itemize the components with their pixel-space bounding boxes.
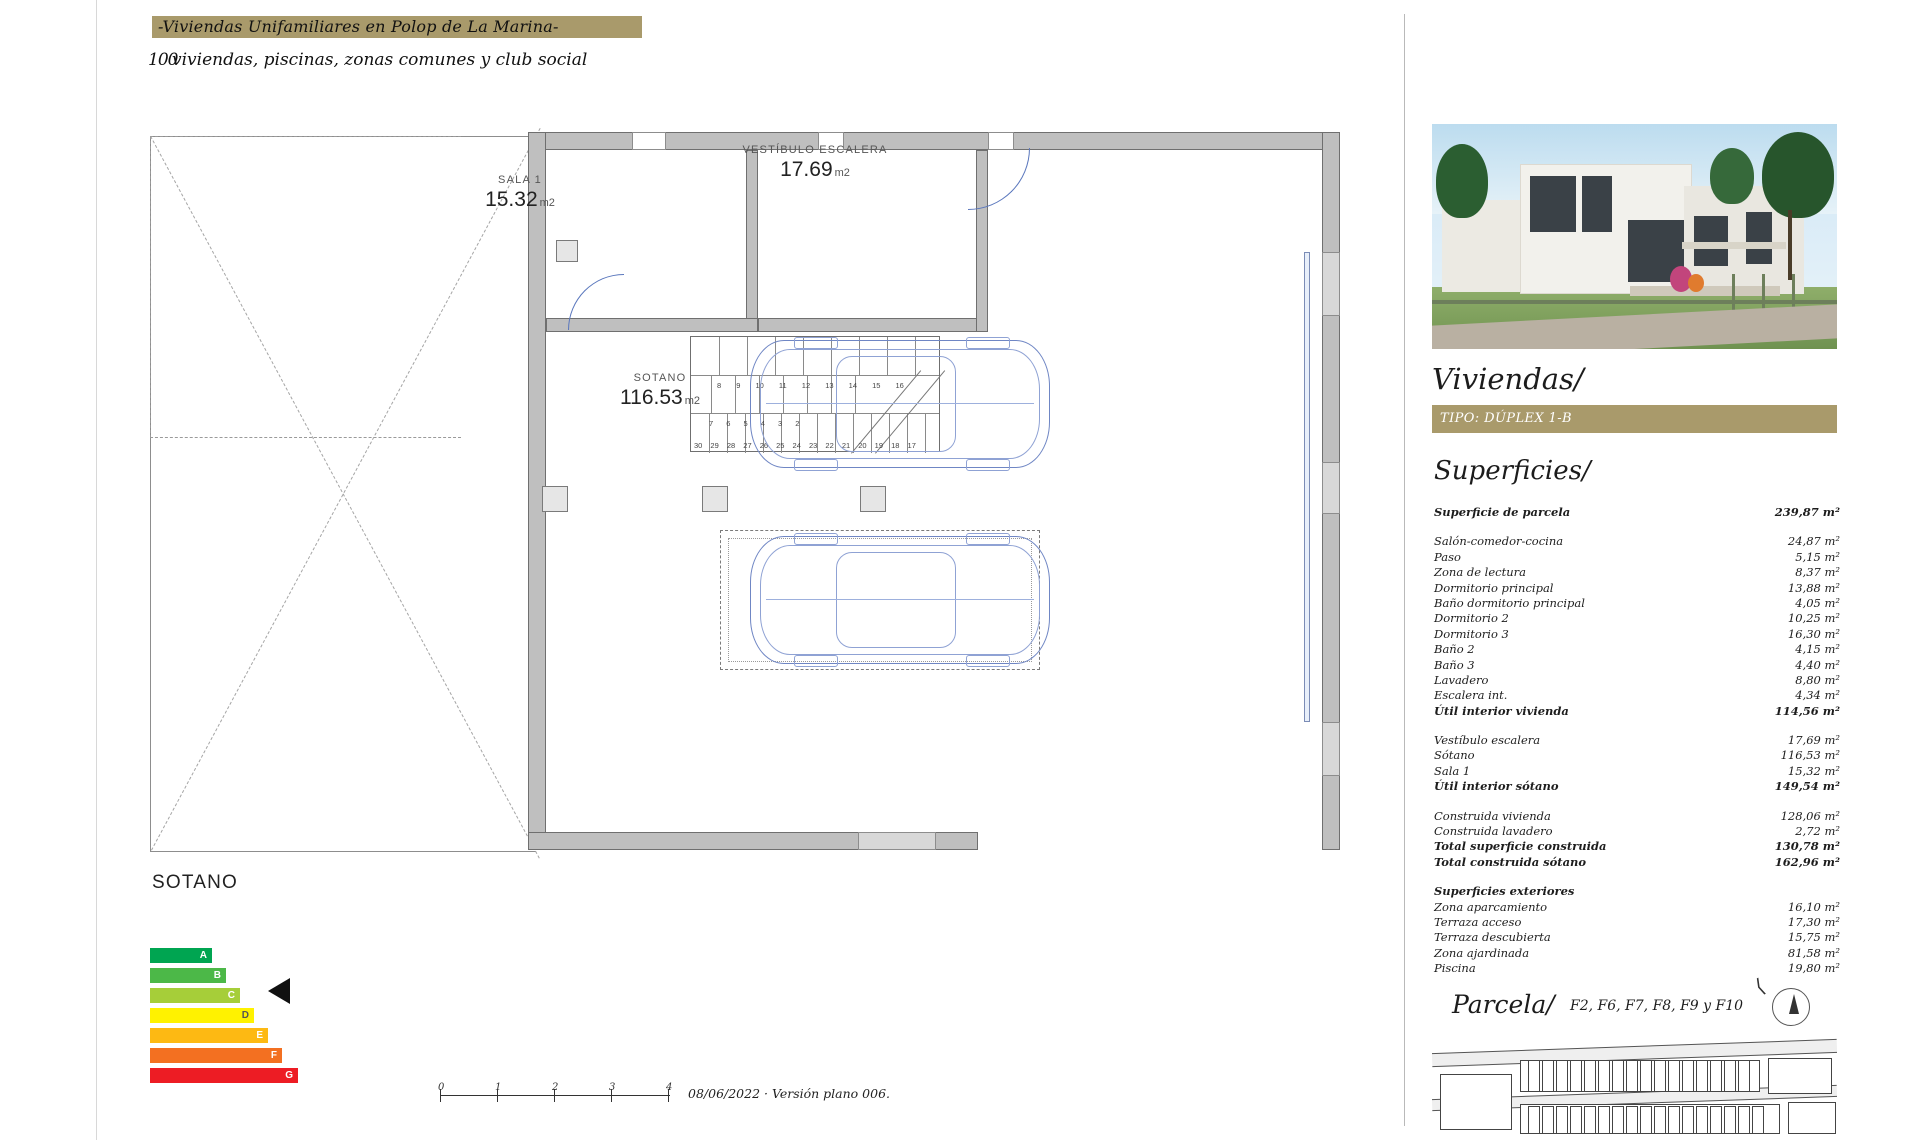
- surface-label: Sala 1: [1434, 763, 1471, 778]
- surface-label: Sótano: [1434, 748, 1475, 763]
- column-1: [556, 240, 578, 262]
- surface-label: Zona ajardinada: [1434, 945, 1530, 960]
- surface-label: Superficie de parcela: [1434, 505, 1571, 519]
- surface-row: [1434, 534, 1840, 549]
- surface-row: [1434, 809, 1840, 824]
- left-margin-rule: [96, 0, 97, 1140]
- project-subtitle-count: 100: [148, 50, 178, 70]
- surface-label: Baño 3: [1434, 657, 1475, 672]
- surface-value: 4,40 m²: [1795, 657, 1840, 672]
- surface-label: Útil interior vivienda: [1434, 703, 1569, 718]
- surface-label: Baño 2: [1434, 642, 1475, 657]
- section-heading-superficies: Superficies/: [1434, 456, 1591, 486]
- surface-row: [1434, 673, 1840, 688]
- surface-label: Escalera int.: [1434, 688, 1508, 703]
- surface-row: [1434, 658, 1840, 673]
- surface-label: Zona de lectura: [1434, 565, 1526, 580]
- surface-value: 4,05 m²: [1795, 595, 1840, 610]
- scale-label-1: 1: [495, 1082, 502, 1093]
- surface-group-gap: [1434, 870, 1840, 884]
- surface-value: 15,75 m²: [1787, 930, 1840, 945]
- car-bottom: [750, 536, 1050, 664]
- energy-bar-g: G: [150, 1068, 298, 1083]
- door-arc-sala1: [568, 274, 624, 330]
- section-heading-viviendas: Viviendas/: [1432, 362, 1584, 396]
- surface-value: 16,30 m²: [1787, 626, 1840, 641]
- surface-value: 13,88 m²: [1787, 580, 1840, 595]
- room-name-vestibulo: VESTÍBULO ESCALERA: [742, 144, 888, 156]
- surface-label: Construida vivienda: [1434, 808, 1551, 823]
- energy-rating-chart: [150, 948, 310, 1093]
- surface-value: 116,53 m²: [1780, 748, 1840, 763]
- column-4: [860, 486, 886, 512]
- surface-label: Total superficie construida: [1434, 839, 1607, 854]
- surface-label: Baño dormitorio principal: [1434, 595, 1585, 610]
- surface-value: 5,15 m²: [1795, 549, 1840, 564]
- stair-numbers-top: 8 9 10 11 12 13 14 15 16: [717, 381, 904, 390]
- surface-row: [1434, 581, 1840, 596]
- scale-label-0: 0: [438, 1082, 445, 1093]
- version-note: 08/06/2022 · Versión plano 006.: [688, 1086, 891, 1101]
- stair-numbers-bottom: 30 29 28 27 26 25 24 23 22 21 20 19 18 17: [694, 441, 916, 450]
- surface-label: Dormitorio 2: [1434, 611, 1509, 626]
- surface-label: Paso: [1434, 549, 1461, 564]
- surface-value: 8,37 m²: [1795, 565, 1840, 580]
- surface-label: Útil interior sótano: [1434, 779, 1559, 794]
- surface-value: 162,96 m²: [1774, 854, 1840, 869]
- energy-bar-c: C: [150, 988, 240, 1003]
- surface-row: [1434, 839, 1840, 854]
- surface-group-gap: [1434, 520, 1840, 534]
- surface-value: 114,56 m²: [1774, 703, 1840, 718]
- glazing-right: [1304, 252, 1310, 722]
- opening-bottom-garage: [858, 832, 936, 850]
- surface-value: 128,06 m²: [1780, 808, 1840, 823]
- window-right-1: [1322, 252, 1340, 316]
- surface-value: 17,30 m²: [1787, 914, 1840, 929]
- surface-value: 19,80 m²: [1787, 961, 1840, 976]
- door-arc-vestibulo: [968, 148, 1030, 210]
- surface-value: 239,87 m²: [1774, 505, 1840, 519]
- energy-selected-arrow: [268, 978, 290, 1004]
- room-label-vestibulo: [680, 144, 950, 182]
- surface-label: Piscina: [1434, 961, 1476, 976]
- column-2: [542, 486, 568, 512]
- surface-row: [1434, 642, 1840, 657]
- energy-bar-b: B: [150, 968, 226, 983]
- surface-row: [1434, 704, 1840, 719]
- surface-value: 10,25 m²: [1787, 611, 1840, 626]
- scale-label-3: 3: [609, 1082, 616, 1093]
- surface-row: [1434, 611, 1840, 626]
- surface-row: [1434, 627, 1840, 642]
- surface-value: 24,87 m²: [1787, 534, 1840, 549]
- scale-bar: [438, 1082, 673, 1108]
- surface-row: [1434, 688, 1840, 703]
- scale-label-2: 2: [552, 1082, 559, 1093]
- surface-row: [1434, 946, 1840, 961]
- pane-divider: [1404, 14, 1405, 1126]
- opening-top-1: [632, 132, 666, 150]
- surface-value: 16,10 m²: [1787, 899, 1840, 914]
- site-map: [1432, 1030, 1837, 1138]
- surface-row: [1434, 764, 1840, 779]
- surface-value: 81,58 m²: [1787, 945, 1840, 960]
- surface-row: [1434, 930, 1840, 945]
- surface-value: 8,80 m²: [1795, 672, 1840, 687]
- surface-row: [1434, 779, 1840, 794]
- room-name-sotano: SOTANO: [633, 372, 687, 384]
- type-label: TIPO: DÚPLEX 1-B: [1440, 411, 1572, 426]
- project-title: -Viviendas Unifamiliares en Polop de La Marina-: [158, 17, 559, 36]
- surface-value: 17,69 m²: [1787, 733, 1840, 748]
- window-right-3: [1322, 722, 1340, 776]
- window-right-2: [1322, 462, 1340, 514]
- render-photo: [1432, 124, 1837, 349]
- surface-row: [1434, 733, 1840, 748]
- room-label-sotano: [560, 372, 760, 410]
- scale-label-4: 4: [666, 1082, 673, 1093]
- surface-label: Dormitorio principal: [1434, 580, 1554, 595]
- surface-label: Dormitorio 3: [1434, 626, 1509, 641]
- surface-row: [1434, 505, 1840, 520]
- room-unit-sotano: m2: [684, 395, 700, 407]
- surface-value: 4,34 m²: [1795, 688, 1840, 703]
- section-heading-parcela: Parcela/: [1452, 990, 1555, 1019]
- surface-label: Construida lavadero: [1434, 824, 1553, 839]
- project-subtitle: viviendas, piscinas, zonas comunes y club social: [172, 50, 588, 70]
- surface-value: 149,54 m²: [1774, 779, 1840, 794]
- surface-value: 2,72 m²: [1795, 824, 1840, 839]
- energy-bar-f: F: [150, 1048, 282, 1063]
- surface-row: [1434, 855, 1840, 870]
- surface-label: Total construida sótano: [1434, 854, 1587, 869]
- surface-row: [1434, 884, 1840, 899]
- surface-row: [1434, 748, 1840, 763]
- parcela-plot-list: F2, F6, F7, F8, F9 y F10: [1570, 998, 1744, 1014]
- room-label-sala1: [440, 174, 600, 212]
- surface-row: [1434, 550, 1840, 565]
- surface-value: 130,78 m²: [1774, 839, 1840, 854]
- room-unit-sala1: m2: [539, 197, 555, 209]
- surface-row: [1434, 565, 1840, 580]
- surfaces-table: [1434, 505, 1840, 977]
- surface-value: 15,32 m²: [1787, 763, 1840, 778]
- surface-row: [1434, 900, 1840, 915]
- room-area-sotano: 116.53: [620, 386, 683, 409]
- surface-label: Terraza descubierta: [1434, 930, 1551, 945]
- surface-group-gap: [1434, 795, 1840, 809]
- column-3: [702, 486, 728, 512]
- stair-numbers-mid: 7 6 5 4 3 2: [709, 419, 800, 428]
- surface-label: Superficies exteriores: [1434, 884, 1575, 899]
- room-area-sala1: 15.32: [485, 188, 538, 211]
- surface-row: [1434, 596, 1840, 611]
- surface-value: 4,15 m²: [1795, 642, 1840, 657]
- north-arrow-icon: ⟨: [1751, 975, 1769, 999]
- surface-row: [1434, 915, 1840, 930]
- plot-cross-hatch: [150, 136, 535, 850]
- building-walls: [528, 132, 1340, 850]
- surface-label: Lavadero: [1434, 672, 1489, 687]
- surface-label: Terraza acceso: [1434, 914, 1522, 929]
- surface-label: Vestíbulo escalera: [1434, 733, 1541, 748]
- car-top: [750, 340, 1050, 468]
- room-name-sala1: SALA 1: [498, 174, 542, 186]
- energy-bar-e: E: [150, 1028, 268, 1043]
- floor-plan-drawing: [150, 132, 1340, 844]
- surface-row: [1434, 824, 1840, 839]
- plan-caption: SOTANO: [152, 872, 239, 893]
- surface-group-gap: [1434, 719, 1840, 733]
- surface-row: [1434, 961, 1840, 976]
- compass-icon: [1772, 988, 1810, 1026]
- energy-bar-a: A: [150, 948, 212, 963]
- room-unit-vestibulo: m2: [834, 167, 850, 179]
- room-area-vestibulo: 17.69: [780, 158, 833, 181]
- energy-bar-d: D: [150, 1008, 254, 1023]
- surface-label: Salón-comedor-cocina: [1434, 534, 1564, 549]
- surface-label: Zona aparcamiento: [1434, 899, 1548, 914]
